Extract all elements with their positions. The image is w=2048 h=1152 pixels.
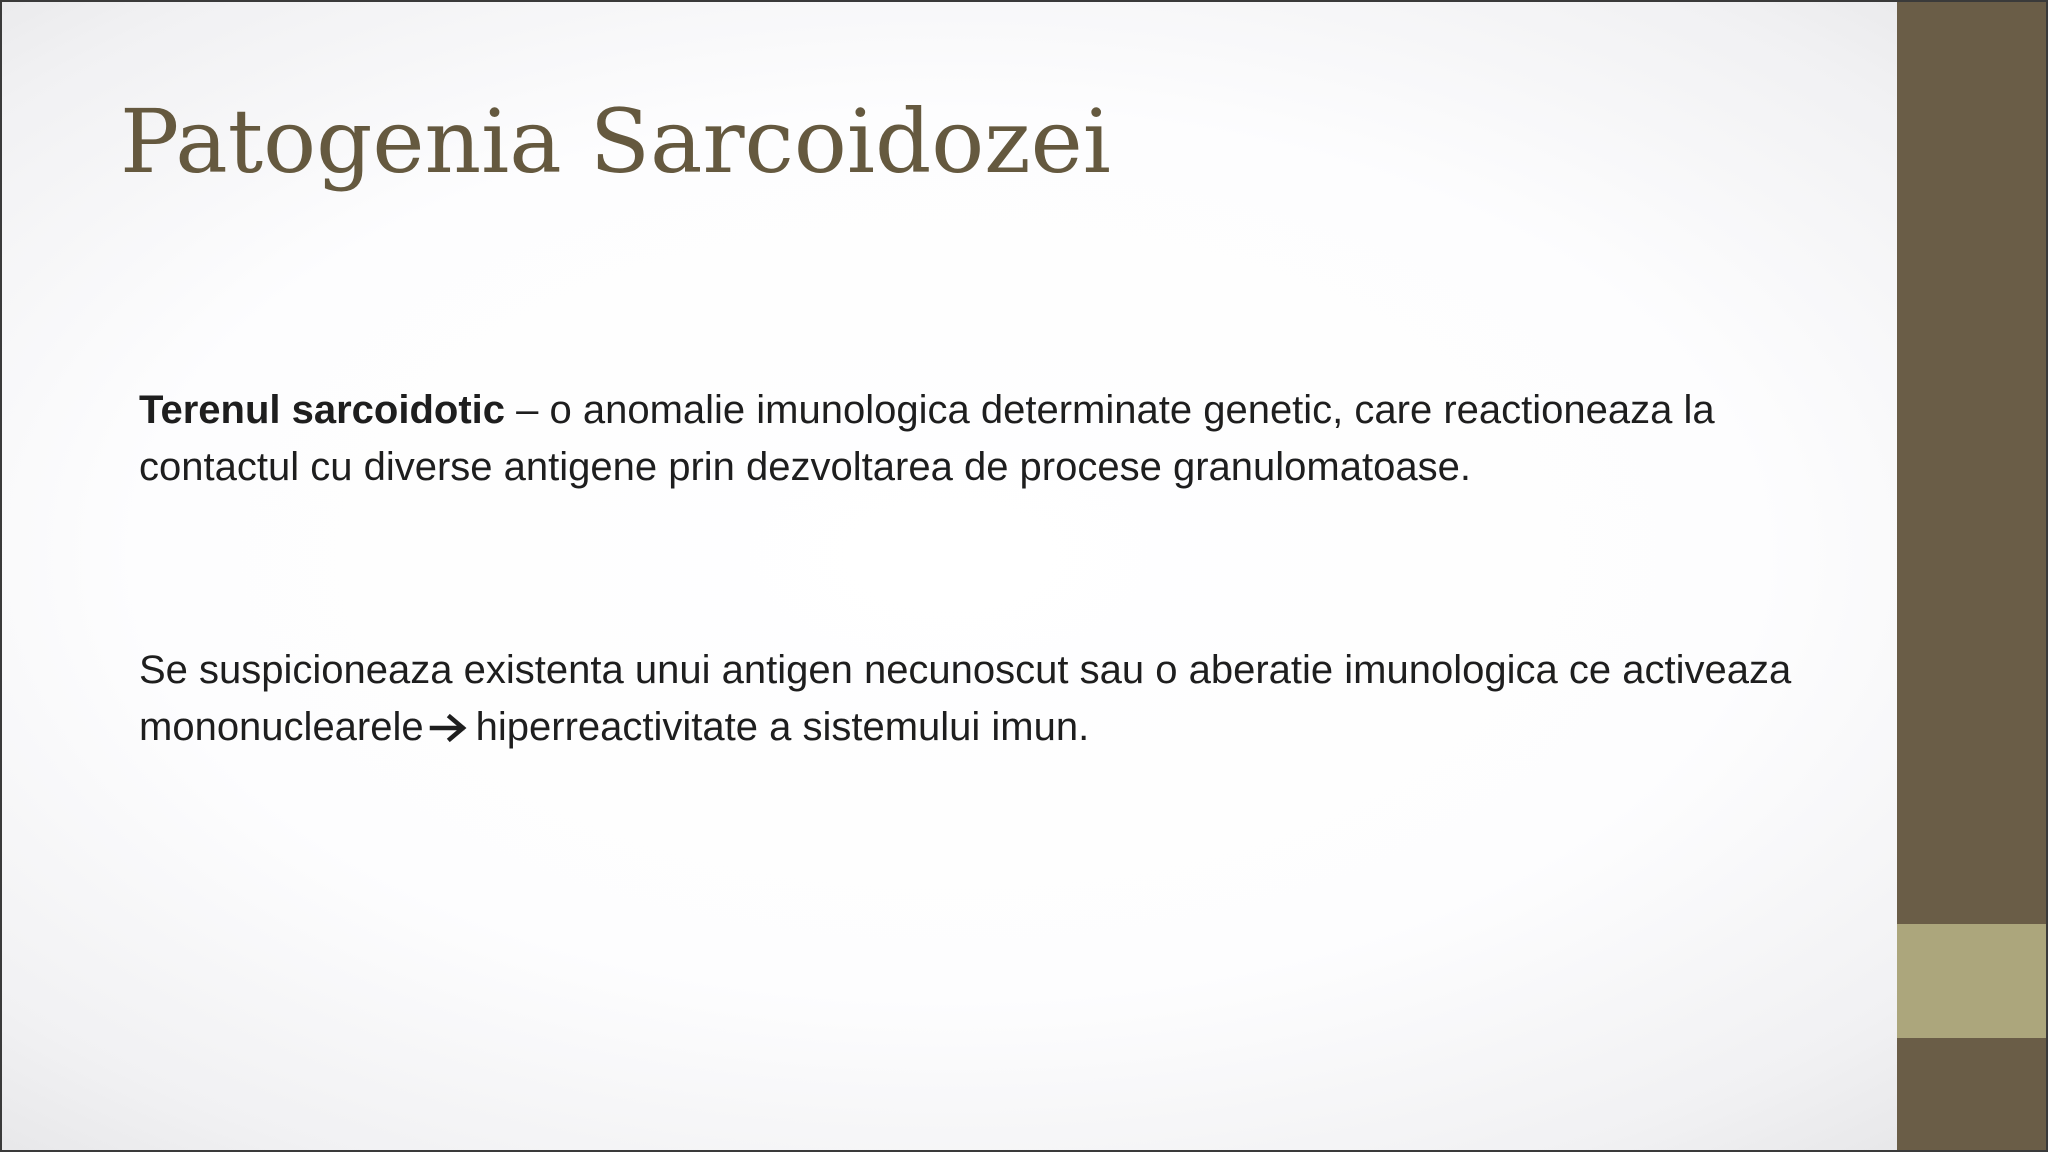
paragraph-1-text: – o anomalie imunologica determinate genetic, care reactioneaza la contactul cu diverse antigene prin dezvoltarea de procese granulomatoase. xyxy=(139,388,1715,489)
bold-term: Terenul sarcoidotic xyxy=(139,388,506,432)
paragraph-antigen-hypothesis xyxy=(139,642,1839,756)
decorative-side-accent xyxy=(1897,924,2048,1038)
paragraph-terenul-sarcoidotic xyxy=(139,382,1839,496)
right-arrow-icon xyxy=(428,713,470,743)
paragraph-2-text-after: hiperreactivitate a sistemului imun. xyxy=(475,705,1090,749)
paragraph-2-text-before: Se suspicioneaza existenta unui antigen necunoscut sau o aberatie imunologica ce activeaza mononuclearele xyxy=(139,648,1792,749)
slide-title: Patogenia Sarcoidozei xyxy=(120,90,1111,193)
